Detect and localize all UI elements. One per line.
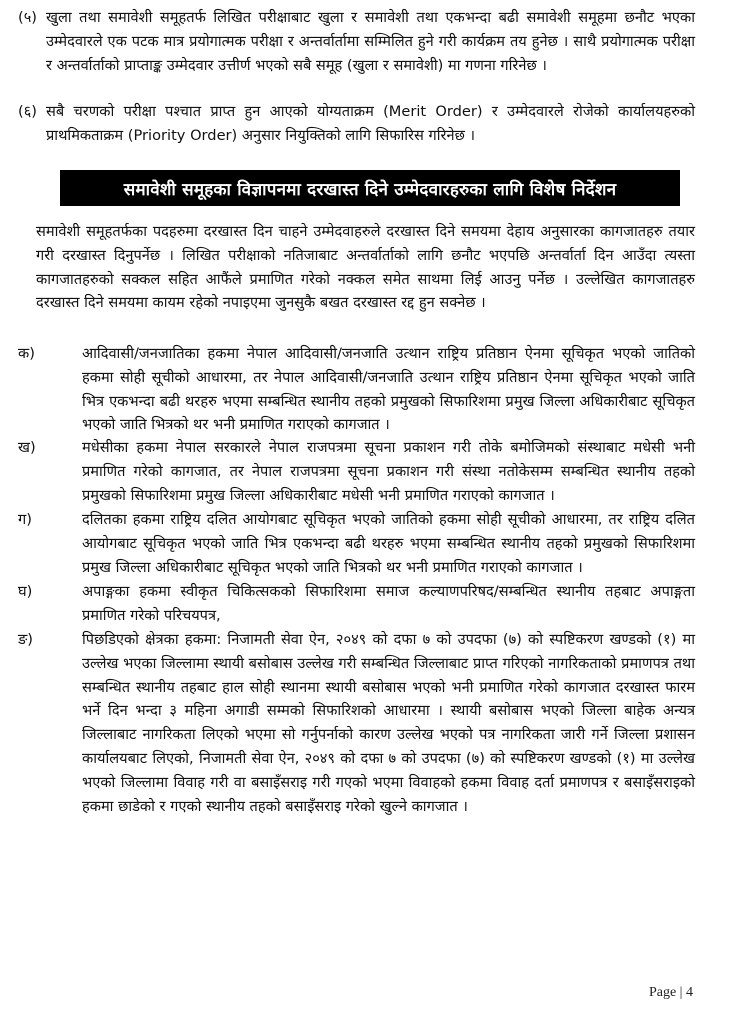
- item-text: सबै चरणको परीक्षा पश्चात प्राप्त हुन आएको योग्यताक्रम (Merit Order) र उम्मेदवारले रोजेको कार्यालयहरुको प्राथमिकताक्रम (Priority Order) अनुसार नियुक्तिको लागि सिफारिस गरिनेछ ।: [46, 103, 695, 144]
- intro-paragraph: समावेशी समूहतर्फका पदहरुमा दरखास्त दिन चाहने उम्मेदवाहरुले दरखास्त दिने समयमा देहाय अनुसारका कागजातहरु तयार गरी दरखास्त दिनुपर्नेछ । लिखित परीक्षाको नतिजाबाट अन्तर्वार्ताको लागि छनौट भएपछि अन्तर्वार्ता दिन आउँदा त्यस्ता कागजातहरुको सक्कल सहित आफैंले प्रमाणित गरेको नक्कल समेत साथमा लिई आउनु पर्नेछ । उल्लेखित कागजातहरु दरखास्त दिने समयमा कायम रहेको नपाइएमा जुनसुकै बखत दरखास्त रद्द हुन सक्नेछ ।: [36, 223, 695, 312]
- item-number: (५): [18, 9, 37, 26]
- item-number: (६): [18, 103, 37, 120]
- numbered-item-5: [18, 6, 695, 77]
- item-text: अपाङ्गका हकमा स्वीकृत चिकित्सकको सिफारिशमा समाज कल्याणपरिषद/सम्बन्धित स्थानीय तहबाट अपाङ्गता प्रमाणित गरेको परिचयपत्र,: [82, 583, 695, 624]
- numbered-item-6: [18, 100, 695, 148]
- section-heading-banner: समावेशी समूहका विज्ञापनमा दरखास्त दिने उम्मेदवारहरुका लागि विशेष निर्देशन: [60, 170, 680, 206]
- item-marker: घ): [18, 583, 33, 600]
- item-text: खुला तथा समावेशी समूहतर्फ लिखित परीक्षाबाट खुला र समावेशी तथा एकभन्दा बढी समावेशी समूहमा छनौट भएका उम्मेदवारले एक पटक मात्र प्रयोगात्मक परीक्षा र अन्तर्वार्तामा सम्मिलित हुने गरी कार्यक्रम तय हुनेछ । साथै प्रयोगात्मक परीक्षा र अन्तर्वार्ताको प्राप्ताङ्क उम्मेदवार उत्तीर्ण भएको सबै समूह (खुला र समावेशी) मा गणना गरिनेछ ।: [46, 9, 695, 74]
- item-text: दलितका हकमा राष्ट्रिय दलित आयोगबाट सूचिकृत भएको जातिको हकमा सोही सूचीको आधारमा, तर राष्ट्रिय दलित आयोगबाट सूचिकृत भएको जाति भित्र एकभन्दा बढी थरहरु भएमा सम्बन्धित स्थानीय तहको प्रमुखको सिफारिशमा प्रमुख जिल्ला अधिकारीबाट सूचिकृत भएको जाति भित्रको थर भनी प्रमाणित गराएको कागजात ।: [82, 511, 695, 576]
- page-number: Page | 4: [648, 985, 693, 1000]
- document-item-ka: [18, 342, 695, 437]
- item-text: मधेसीका हकमा नेपाल सरकारले नेपाल राजपत्रमा सूचना प्रकाशन गरी तोके बमोजिमको संस्थाबाट मधेसी भनी प्रमाणित गरेको कागजात, तर नेपाल राजपत्रमा सूचना प्रकाशन गरी संस्था नतोकेसम्म सम्बन्धित स्थानीय तहको प्रमुखको सिफारिशमा प्रमुख जिल्ला अधिकारीबाट मधेसी भनी प्रमाणित गराएको कागजात ।: [82, 439, 695, 504]
- item-marker: ङ): [18, 631, 33, 648]
- document-item-gha: [18, 580, 695, 628]
- item-marker: क): [18, 345, 35, 362]
- document-item-ga: [18, 508, 695, 579]
- item-text: आदिवासी/जनजातिका हकमा नेपाल आदिवासी/जनजाति उत्थान राष्ट्रिय प्रतिष्ठान ऐनमा सूचिकृत भएको जातिको हकमा सोही सूचीको आधारमा, तर नेपाल आदिवासी/जनजाति उत्थान राष्ट्रिय प्रतिष्ठान ऐनमा सूचिकृत भएको जाति भित्र एकभन्दा बढी थरहरु भएमा सम्बन्धित स्थानीय तहको प्रमुखको सिफारिशमा प्रमुख जिल्ला अधिकारीबाट सूचिकृत भएको जाति भित्रको थर भनी प्रमाणित गराएको कागजात ।: [82, 345, 695, 434]
- document-item-kha: [18, 436, 695, 507]
- item-marker: ख): [18, 439, 36, 456]
- document-item-nga: [18, 628, 695, 818]
- item-text: पिछडिएको क्षेत्रका हकमा: निजामती सेवा ऐन, २०४९ को दफा ७ को उपदफा (७) को स्पष्टिकरण खण्डको (१) मा उल्लेख भएका जिल्लामा स्थायी बसोबास उल्लेख गरी सम्बन्धित जिल्लाबाट प्राप्त गरिएको नागरिकताको प्रमाणपत्र तथा सम्बन्धित स्थानीय तहबाट हाल सोही स्थानमा स्थायी बसोबास भएको भनी प्रमाणित गरेको कागजात दरखास्त फारम भर्ने दिन भन्दा ३ महिना अगाडी सम्मको सिफारिशको आधारमा । स्थायी बसोबास भएको जिल्ला बाहेक अन्यत्र जिल्लाबाट नागरिकता लिएको भएमा सो गर्नुपर्नाको कारण उल्लेख भएको पत्र नागरिकता जारी गर्ने जिल्ला प्रशासन कार्यालयबाट लिएको, निजामती सेवा ऐन, २०४९ को दफा ७ को उपदफा (७) को स्पष्टिकरण खण्डको (१) मा उल्लेख भएको जिल्लामा विवाह गरी वा बसाइँसराइ गरी गएको भएमा विवाहको हकमा विवाह दर्ता प्रमाणपत्र र बसाइँसराइको हकमा छाडेको र गएको स्थानीय तहको बसाइँसराइ गरेको खुल्ने कागजात ।: [82, 631, 696, 815]
- item-marker: ग): [18, 511, 32, 528]
